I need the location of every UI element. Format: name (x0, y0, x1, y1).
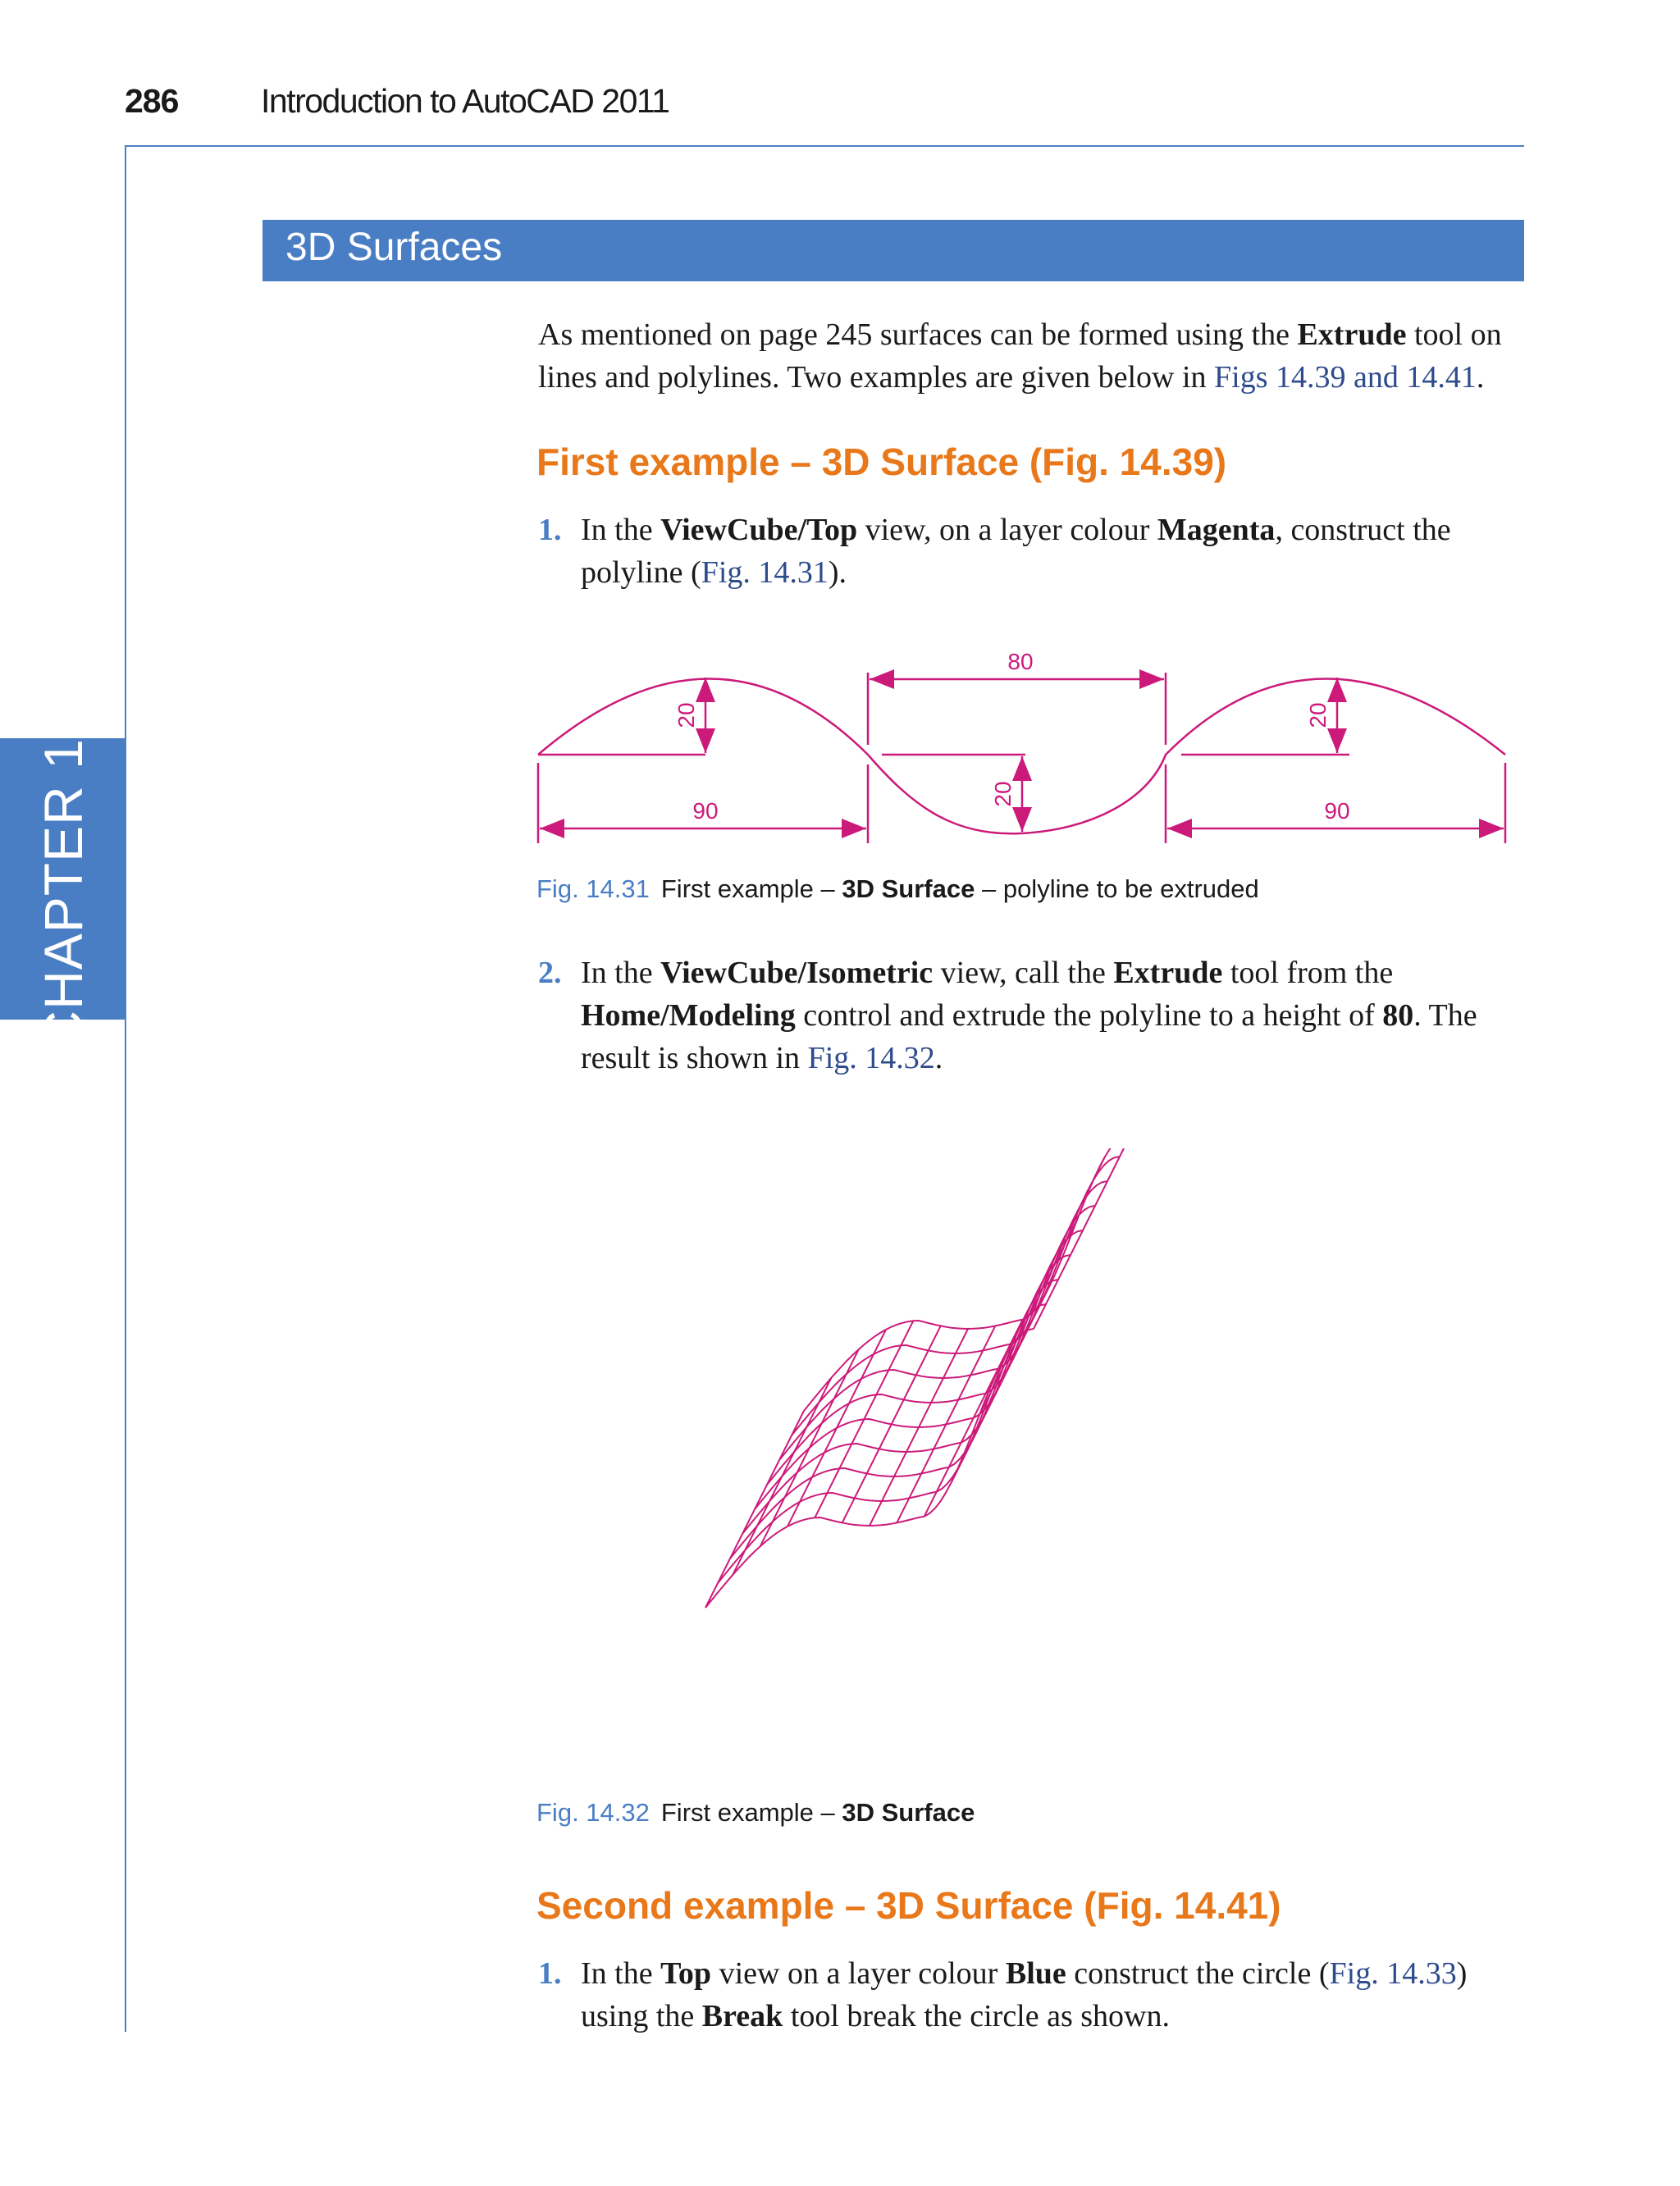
first-example-heading: First example – 3D Surface (Fig. 14.39) (536, 440, 1227, 483)
first-example-step-2: 2. In the ViewCube/Isometric view, call the Extrude tool from the Home/Modeling control and extrude the polyline to a height of 80. The result is shown in Fig. 14.32. (538, 952, 1527, 1079)
second-example-step-1: 1. In the Top view on a layer colour Blue construct the circle (Fig. 14.33) using the Break tool break the circle as shown. (538, 1952, 1527, 2038)
fig-14-31-polyline-drawing (525, 640, 1542, 853)
dim-left-height-label: 20 (673, 702, 699, 728)
fig-14-31-caption: Fig. 14.31 First example – 3D Surface – polyline to be extruded (536, 874, 1259, 903)
surface-profile-line (804, 1148, 1132, 1411)
surface-extrusion-line (1007, 1157, 1105, 1354)
fig-14-31-link[interactable]: Fig. 14.31 (701, 555, 829, 590)
dim-middle-height-label: 20 (990, 781, 1016, 807)
surface-extrusion-line (788, 1330, 886, 1527)
fig-14-32-surface-drawing (689, 1148, 1362, 1788)
surface-extrusion-line (760, 1349, 859, 1546)
running-title: Introduction to AutoCAD 2011 (261, 82, 669, 120)
dim-left-width-label: 90 (692, 798, 719, 824)
figs-reference-link[interactable]: Figs 14.39 and 14.41 (1214, 360, 1477, 395)
step-number: 1. (538, 513, 562, 547)
intro-paragraph: As mentioned on page 245 surfaces can be formed using the Extrude tool on lines and polylines. Two examples are given below in Figs 14.39 and 14.41. (538, 317, 1502, 395)
section-title: 3D Surfaces (285, 226, 503, 269)
dim-top-label: 80 (1007, 649, 1034, 674)
chapter-tab (0, 707, 126, 1050)
surface-extrusion-line (733, 1378, 831, 1575)
dim-right-width-label: 90 (1324, 798, 1350, 824)
dim-right-height-label: 20 (1305, 702, 1331, 728)
section-banner (262, 220, 1524, 281)
fig-14-32-link[interactable]: Fig. 14.32 (807, 1041, 935, 1075)
surface-extrusion-line (842, 1326, 941, 1522)
page-number: 286 (125, 82, 179, 120)
first-example-step-1: 1. In the ViewCube/Top view, on a layer colour Magenta, construct the polyline (Fig. 14.31). (538, 509, 1527, 594)
fig-14-32-caption: Fig. 14.32 First example – 3D Surface (536, 1798, 975, 1827)
step-number: 2. (538, 956, 562, 990)
fig-14-33-link[interactable]: Fig. 14.33 (1329, 1956, 1457, 1991)
header-rule (125, 145, 1524, 147)
chapter-tab-label: CHAPTER 14 (33, 707, 94, 1050)
surface-extrusion-line (1034, 1148, 1132, 1329)
surface-extrusion-line (815, 1321, 913, 1517)
step-number: 1. (538, 1956, 562, 1991)
page-frame-left (125, 145, 126, 2032)
second-example-heading: Second example – 3D Surface (Fig. 14.41) (536, 1884, 1281, 1927)
surface-extrusion-line (979, 1219, 1077, 1416)
